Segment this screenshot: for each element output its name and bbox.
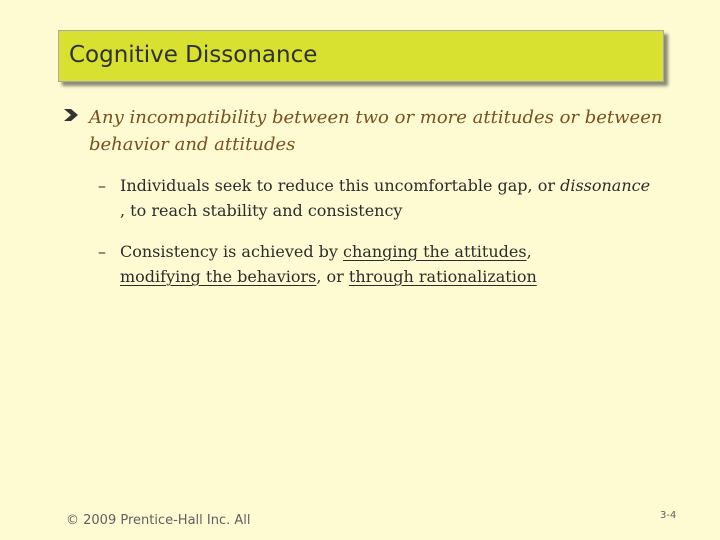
footer-copyright: © 2009 Prentice-Hall Inc. All	[66, 513, 251, 528]
sub1-text-a: Individuals seek to reduce this uncomfortable gap, or	[120, 176, 561, 195]
dash-marker: –	[98, 176, 106, 195]
sub-bullet-1	[98, 173, 658, 223]
main-bullet-text: Any incompatibility between two or more attitudes or between behavior and attitudes	[89, 107, 663, 155]
main-bullet	[62, 104, 672, 158]
sub2-text-a: Consistency is achieved by	[120, 242, 344, 261]
sub2-sep-2: , or	[316, 267, 349, 286]
sub1-italic-term: dissonance	[560, 176, 651, 195]
title-bar	[58, 30, 664, 82]
rationalization-term: through rationalization	[348, 267, 537, 286]
sub-bullet-1-text	[120, 173, 658, 223]
page-number: 3-4	[660, 510, 677, 521]
slide-title: Cognitive Dissonance	[69, 42, 318, 68]
sub-bullet-2-text	[120, 239, 658, 289]
sub-bullet-2	[98, 239, 658, 289]
dash-marker: –	[98, 242, 106, 261]
sub1-text-b: , to reach stability and consistency	[120, 201, 403, 220]
sub2-sep-1: ,	[526, 242, 532, 261]
changing-attitudes-term: changing the attitudes	[343, 242, 527, 261]
arrow-bullet-icon	[62, 106, 80, 124]
modifying-behaviors-term: modifying the behaviors	[120, 267, 317, 286]
